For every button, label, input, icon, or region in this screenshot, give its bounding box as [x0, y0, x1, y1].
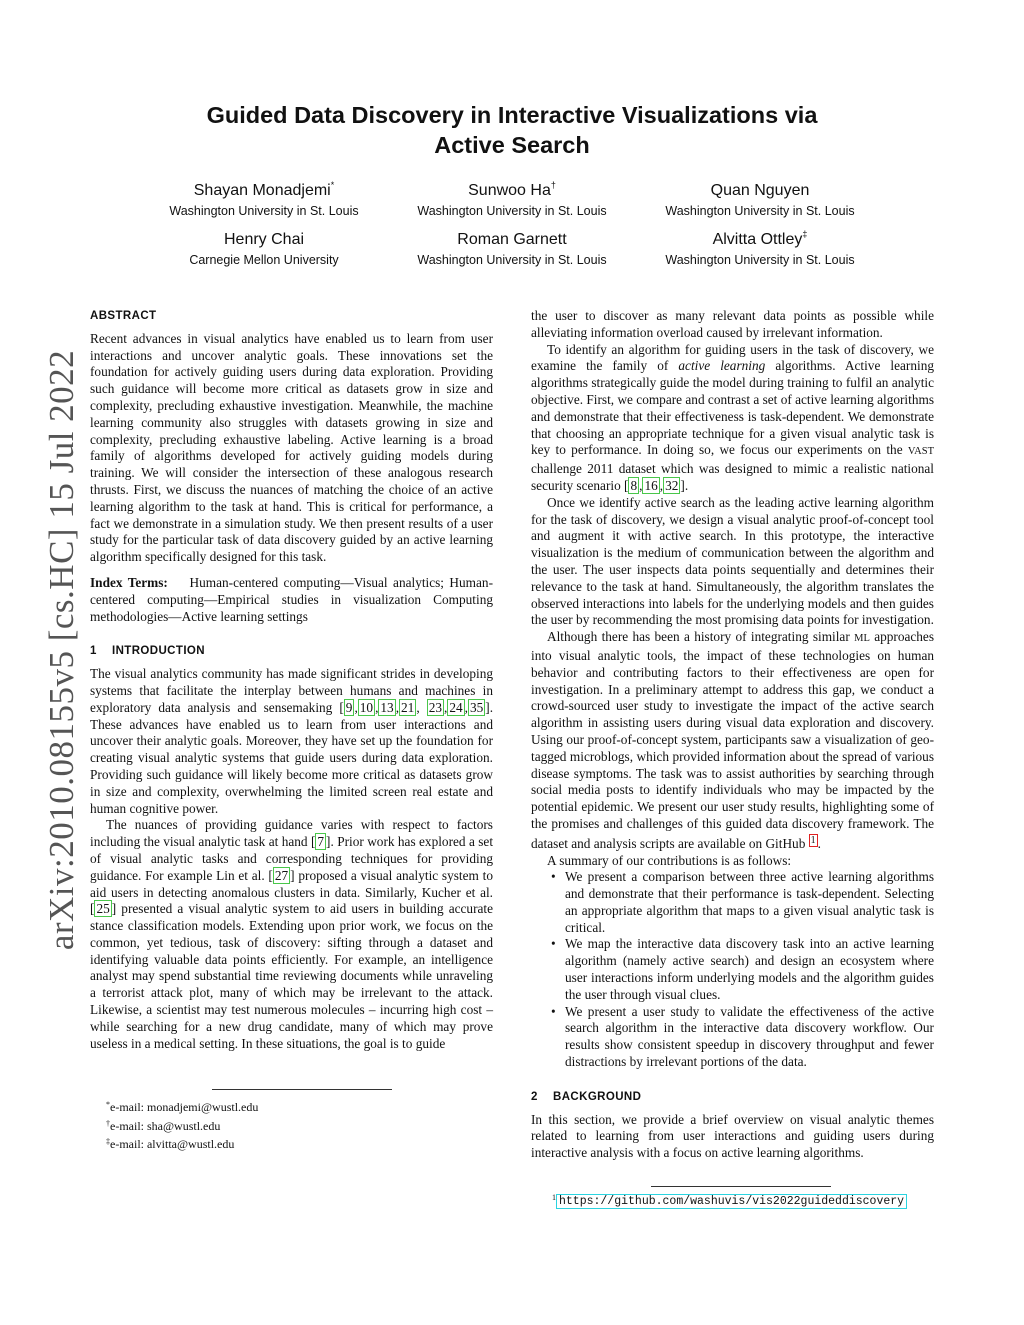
- intro-paragraph-2: The nuances of providing guidance varies with respect to factors including the visual analytic task at hand [ 7 ]. Prior work has explored a set of visual analytic tasks and corresponding techniques for providing guidance. For example Lin et al. [ 27 ] proposed a visual analytic system to aid users in detecting anomalous clusters in data. Similarly, Kucher et al. [ 25 ] presented a visual analytic system to aid users in building accurate stance classification models. Extending upon prior work, we focus on the common, yet tedious, task of discovery: sifting through a dataset and identifying valuable data points efficiently. For example, an intelligence analyst may spend substantial time reviewing documents while unraveling a terrorist attack plot, many of which may be irrelevant to the attack. Likewise, a scientist may test numerous molecules – incurring high cost – while searching for a new drug candidate, many of which may prove useless in a medical setting. In these situations, the goal is to guide: [90, 817, 494, 1051]
- text-run: Although there has been a history of integrating similar: [547, 629, 855, 645]
- footnote-mark: ‡: [106, 1137, 110, 1146]
- author-name: Sunwoo Ha: [468, 182, 551, 199]
- right-paragraph-2: Once we identify active search as the leading active learning algorithm for the task of discovery, we design a visual analytic proof-of-concept tool and augment it with active search. In this prototype, the interactive visualization is the medium of communication between the algorithm and the user. The user inspects data points sequentially and determines their relevance to the task at hand. Simultaneously, the algorithm translates the observed interactions into labels for the underlying models and then guides the user by recommending the most promising data points for investigation.: [531, 494, 934, 628]
- introduction-heading: [90, 643, 493, 660]
- author-mark: *: [330, 180, 335, 190]
- author-name: Roman Garnett: [457, 231, 567, 248]
- index-terms-label: Index Terms:: [90, 574, 168, 590]
- list-item: [531, 936, 934, 1003]
- footnote-mark: 1: [552, 1193, 556, 1202]
- author-affiliation: Washington University in St. Louis: [665, 253, 855, 267]
- list-item: [531, 1004, 934, 1071]
- section-title: INTRODUCTION: [112, 645, 205, 658]
- text-run: proposed a visual analytic system to aid users in detecting anomalous clusters in data. Similarly, Kucher et al.: [90, 867, 493, 900]
- intro-paragraph-1: The visual analytics community has made significant strides in developing systems that facilitate the interplay between humans and machines in exploratory data analysis and sensemaking [ 9 , 10 , 13 , 21 , 23 , 24 , 35 ]. These advances have enabled us to learn from user interactions and uncover their analytic goals. Moreover, they have set up the foundation for creating visual analytic systems that guide users during data exploration. Providing such guidance will likely become more critical as datasets grow in size and complexity, overwhelming the limited screen real estate and human cognitive power.: [90, 666, 494, 816]
- author: [636, 222, 884, 269]
- footnote-text[interactable]: e-mail: alvitta@wustl.edu: [110, 1137, 235, 1151]
- citation-link[interactable]: 13: [380, 699, 394, 715]
- citation-link[interactable]: 35: [469, 699, 484, 715]
- author-name: Alvitta Ottley: [712, 231, 803, 248]
- citation-link[interactable]: 10: [359, 699, 374, 715]
- footnote: [106, 1116, 258, 1135]
- background-heading: [531, 1089, 934, 1106]
- author-name: Quan Nguyen: [710, 182, 810, 199]
- right-column: [531, 308, 934, 1162]
- section-number: 1: [90, 645, 97, 658]
- footnotes: [106, 1097, 258, 1153]
- author: [388, 173, 636, 220]
- github-footnote: [552, 1193, 907, 1208]
- background-text: In this section, we provide a brief overview on visual analytic themes related to learning from user interactions and guiding users during interactive analysis with a focus on active learning algorithms.: [531, 1111, 934, 1161]
- author-mark: †: [550, 180, 556, 190]
- author: [140, 222, 388, 269]
- citation-link[interactable]: 25: [96, 901, 110, 917]
- small-caps-term: VAST: [907, 446, 934, 458]
- abstract-heading: ABSTRACT: [90, 310, 157, 322]
- list-item-text: We map the interactive data discovery task into an active learning algorithm (namely active search) and design an ecosystem where user interactions inform underlying models and the algorithm guides the user through visual clues.: [565, 936, 934, 1002]
- paper-title: [150, 100, 874, 160]
- list-item: [531, 869, 934, 936]
- citation-link[interactable]: 9: [345, 699, 353, 715]
- bullet-icon: •: [551, 936, 556, 952]
- citation-link[interactable]: 16: [644, 477, 658, 493]
- author-block: [140, 173, 884, 271]
- title-line-1: Guided Data Discovery in Interactive Visualizations via: [206, 102, 818, 128]
- author: [388, 222, 636, 269]
- author-name: Henry Chai: [223, 231, 305, 248]
- index-terms-text: Human-centered computing—Visual analytics; Human-centered computing—Empirical studies in visualization Computing methodologies—Active learning settings: [90, 574, 493, 624]
- text-run: The nuances of providing guidance varies with respect to factors including the visual analytic task at hand: [90, 817, 493, 850]
- right-paragraph-1: To identify an algorithm for guiding users in the task of discovery, we examine the family of active learning algorithms. Active learning algorithms strategically guide the model during training to fulfil an analytic objective. First, we compare and contrast a set of active learning algorithms and demonstrate that their effectiveness is task-dependent. We demonstrate that choosing an appropriate technique for a given visual analytic task is key to performance. In doing so, we focus our experiments on the VAST challenge 2011 dataset which was designed to mimic a realistic national security scenario [ 8 , 16 , 32 ].: [531, 341, 934, 493]
- left-column: [90, 308, 493, 1052]
- text-run: .: [817, 835, 821, 851]
- list-item-text: We present a comparison between three active learning algorithms and demonstrate that their performance is task-dependent. Selecting an appropriate algorithm that maps to a given visual analytic task is critical.: [565, 869, 934, 935]
- citation-link[interactable]: 27: [274, 867, 289, 883]
- citation-link[interactable]: 32: [665, 477, 679, 493]
- bullet-icon: •: [551, 869, 556, 885]
- emphasis: active learning: [678, 358, 766, 374]
- text-run: presented a visual analytic system to aid users in building accurate stance classification models. Extending upon prior work, we focus on the common, yet tedious, task of discovery: sifting through a dataset and identifying valuable data points efficiently. For example, an intelligence analyst may spend substantial time reviewing documents while unraveling a terrorist attack plot, many of which may be irrelevant to the attack. Likewise, a scientist may test numerous molecules – incurring high cost – while searching for a new drug candidate, many of which may prove useless in a medical setting. In these situations, the goal is to guide: [90, 901, 493, 1051]
- footnote-mark: *: [106, 1100, 110, 1109]
- author-affiliation: Washington University in St. Louis: [417, 253, 607, 267]
- footnote-text[interactable]: e-mail: monadjemi@wustl.edu: [110, 1100, 259, 1114]
- author: [140, 173, 388, 220]
- title-line-2: Active Search: [434, 132, 590, 158]
- citation-link[interactable]: 24: [449, 699, 463, 715]
- footnote-text[interactable]: e-mail: sha@wustl.edu: [110, 1118, 221, 1133]
- author-affiliation: Washington University in St. Louis: [169, 204, 359, 218]
- text-run: challenge 2011 dataset which was designed to mimic a realistic national security scenario: [531, 461, 934, 493]
- text-run: . These advances have enabled us to learn from user interactions and uncover their analytic goals. Moreover, they have set up the foundation for creating visual analytic systems that guide users during data exploration. Providing such guidance will likely become more critical as datasets grow in size and complexity, overwhelming the limited screen real estate and human cognitive power.: [90, 699, 494, 816]
- text-run: .: [684, 477, 689, 493]
- footnote-rule: [651, 1186, 831, 1187]
- footnote-rule: [212, 1089, 392, 1090]
- section-title: BACKGROUND: [553, 1090, 642, 1103]
- footnote: [106, 1097, 258, 1116]
- arxiv-stamp: arXiv:2010.08155v5 [cs.HC] 15 Jul 2022: [42, 349, 81, 951]
- right-paragraph-3: [531, 629, 934, 852]
- small-caps-term: ML: [854, 633, 870, 645]
- citation-link[interactable]: 7: [317, 834, 325, 850]
- right-paragraph-4: A summary of our contributions is as follows:: [547, 852, 792, 868]
- author-affiliation: Washington University in St. Louis: [665, 204, 855, 218]
- list-item-text: We present a user study to validate the effectiveness of the active search algorithm in the interactive data discovery workflow. Our results show consistent speedup in discovery throughput and fewer distractions by irrelevant portions of the data.: [565, 1003, 934, 1070]
- abstract-text: Recent advances in visual analytics have enabled us to learn from user interactions and uncover analytic goals. These innovations set the foundation for actively guiding users during data exploration. Providing such guidance will become more critical as datasets grow in size and complexity, precluding exhaustive investigation. Meanwhile, the machine learning community also struggles with datasets growing in size and complexity, precluding exhaustive labeling. Active learning is a broad family of algorithms developed for actively guiding models during training. We will consider the intersection of these analogous research thrusts. First, we discuss the nuances of matching the choice of an active learning algorithm to the task at hand. This is critical for performance, a fact we demonstrate in a simulation study. We then present results of a user study for the particular task of data discovery guided by an active learning algorithm specifically designed for this task.: [90, 330, 493, 565]
- footnote-mark: †: [106, 1118, 110, 1128]
- section-number: 2: [531, 1090, 538, 1103]
- citation-link[interactable]: 8: [630, 477, 638, 493]
- github-link[interactable]: https://github.com/washuvis/vis2022guideddiscovery: [556, 1194, 907, 1209]
- text-run: To identify an algorithm for guiding users in the task of discovery, we examine the family of: [531, 341, 934, 374]
- right-paragraph-0: the user to discover as many relevant data points as possible while alleviating information overload caused by irrelevant information.: [531, 308, 934, 340]
- footnote-link[interactable]: 1: [810, 834, 816, 846]
- footnote: [106, 1134, 258, 1153]
- text-run: algorithms. Active learning algorithms strategically guide the model during training to fulfil an analytic objective. First, we compare and contrast a set of active learning algorithms and demonstrate that their effectiveness is task-dependent. We demonstrate that choosing an appropriate technique for a given visual analytic task is key to performance. In doing so, we focus our experiments on the: [531, 358, 934, 458]
- author-name: Shayan Monadjemi: [193, 182, 331, 199]
- author: [636, 173, 884, 220]
- citation-link[interactable]: 21: [401, 699, 415, 715]
- index-terms: [90, 575, 493, 625]
- author-affiliation: Washington University in St. Louis: [417, 204, 607, 218]
- author-affiliation: Carnegie Mellon University: [189, 253, 339, 267]
- bullet-icon: •: [551, 1003, 556, 1019]
- text-run: approaches into visual analytic tools, the impact of these technologies on human behavior and contributing factors to their effectiveness are open for investigation. In a preliminary attempt to address this gap, we conduct a crowd-sourced user study to investigate the impact of the active search algorithm in assisting users during visual data exploration and discovery. Using our proof-of-concept system, participants saw a visualization of geo-tagged microblogs, which provided information about the spread of various disease symptoms. The task was to assist authorities by searching through social media posts to identify individuals who may be impacted by the potential epidemic. We present our user study results, highlighting some of the promises and challenges of this guided data discovery framework. The dataset and analysis scripts are available on GitHub: [531, 629, 934, 851]
- citation-link[interactable]: 23: [428, 699, 442, 715]
- text-run: The visual analytics community has made significant strides in developing systems that facilitate the interplay between humans and machines in exploratory data analysis and sensemaking: [90, 666, 493, 715]
- author-mark: ‡: [802, 229, 808, 239]
- contribution-list: [531, 869, 934, 1071]
- text-run: . Prior work has explored a set of visual analytic tasks and corresponding techniques for providing guidance. For example Lin et al.: [90, 834, 494, 883]
